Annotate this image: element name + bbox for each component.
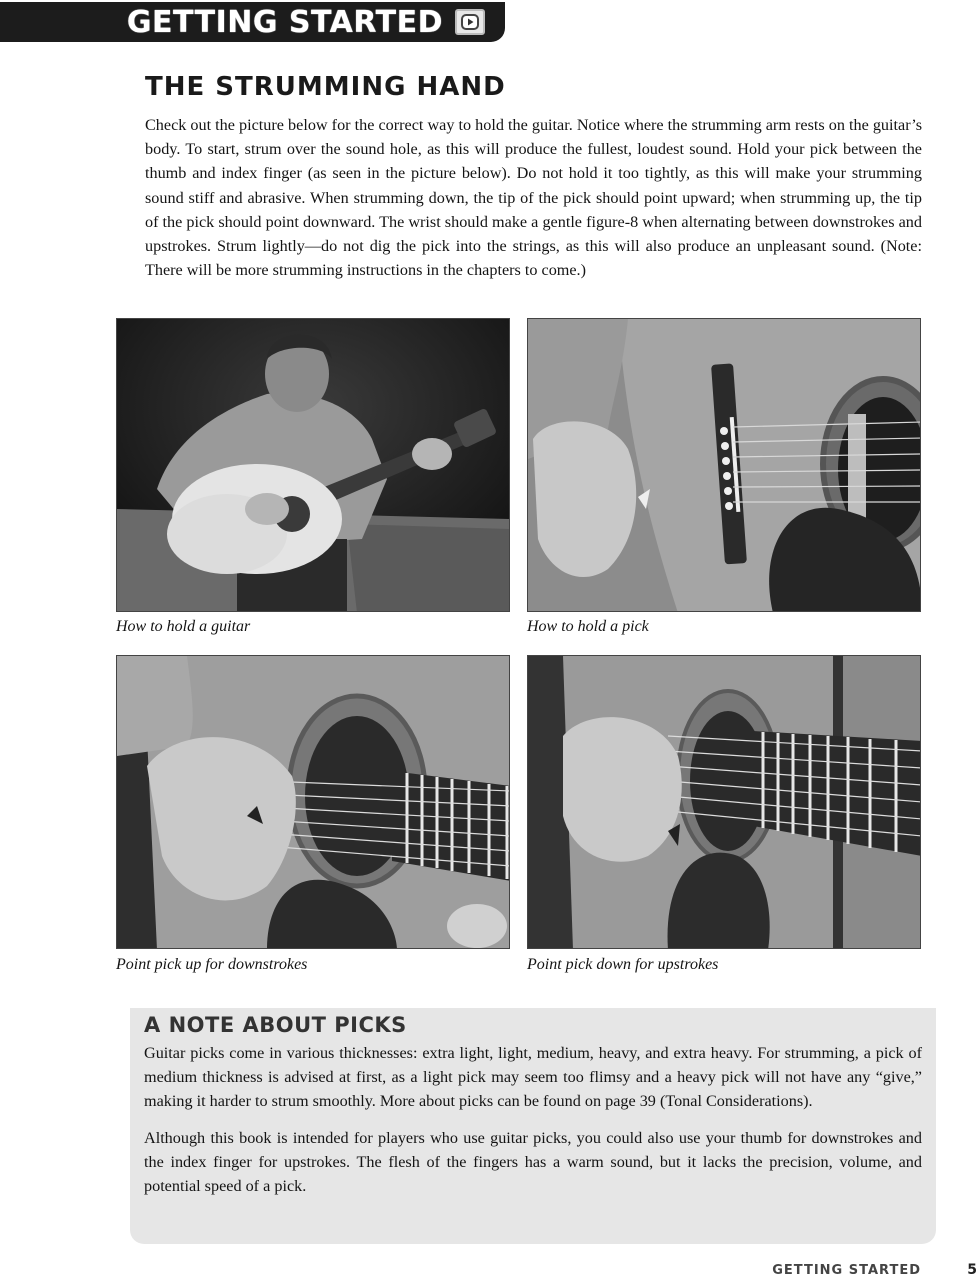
photo-hold-pick xyxy=(527,318,921,612)
photo-pick-down-upstrokes xyxy=(527,655,921,949)
page-number: 5 xyxy=(967,1262,977,1278)
chapter-title: GETTING STARTED xyxy=(126,4,443,40)
photo-pick-up-downstrokes xyxy=(116,655,510,949)
video-play-icon[interactable] xyxy=(455,9,485,35)
note-paragraph: Although this book is intended for players who use guitar picks, you could also use your thumb for downstrokes and the index finger for upstrokes. The flesh of the fingers has a warm sound, but it lacks the precision, volume, and potential speed of a pick. xyxy=(144,1128,922,1196)
footer-section-label: GETTING STARTED xyxy=(772,1263,921,1278)
photo-hold-guitar xyxy=(116,318,510,612)
photo-caption: How to hold a pick xyxy=(527,618,649,635)
note-paragraph: Guitar picks come in various thicknesses: extra light, light, medium, heavy, and extra heavy. For strumming, a pick of medium thickness is advised at first, as a light pick may seem too flimsy and a heavy pick will not have any “give,” making it harder to strum smoothly. More about picks can be found on page 39 (Tonal Considerations). xyxy=(144,1044,922,1111)
note-title: A NOTE ABOUT PICKS xyxy=(144,1013,407,1037)
note-sidebar-box xyxy=(130,1008,936,1244)
photo-caption: Point pick up for downstrokes xyxy=(116,956,308,973)
photo-caption: Point pick down for upstrokes xyxy=(527,956,719,973)
photo-caption: How to hold a guitar xyxy=(116,618,251,635)
section-title: THE STRUMMING HAND xyxy=(145,72,506,102)
section-body-text: Check out the picture below for the correct way to hold the guitar. Notice where the strumming arm rests on the guitar’s body. To start, strum over the sound hole, as this will produce the fullest, loudest sound. Hold your pick between the thumb and index finger (as seen in the picture below). Do not hold it too tightly, as this will make your strumming sound stiff and abrasive. When strumming down, the tip of the pick should point upward; when strumming up, the tip of the pick should point downward. The wrist should make a gentle figure-8 when alternating between downstrokes and upstrokes. Strum lightly—do not dig the pick into the strings, as this will also produce an unpleasant sound. (Note: There will be more strumming instructions in the chapters to come.) xyxy=(145,116,922,280)
chapter-header-bar xyxy=(0,2,505,42)
